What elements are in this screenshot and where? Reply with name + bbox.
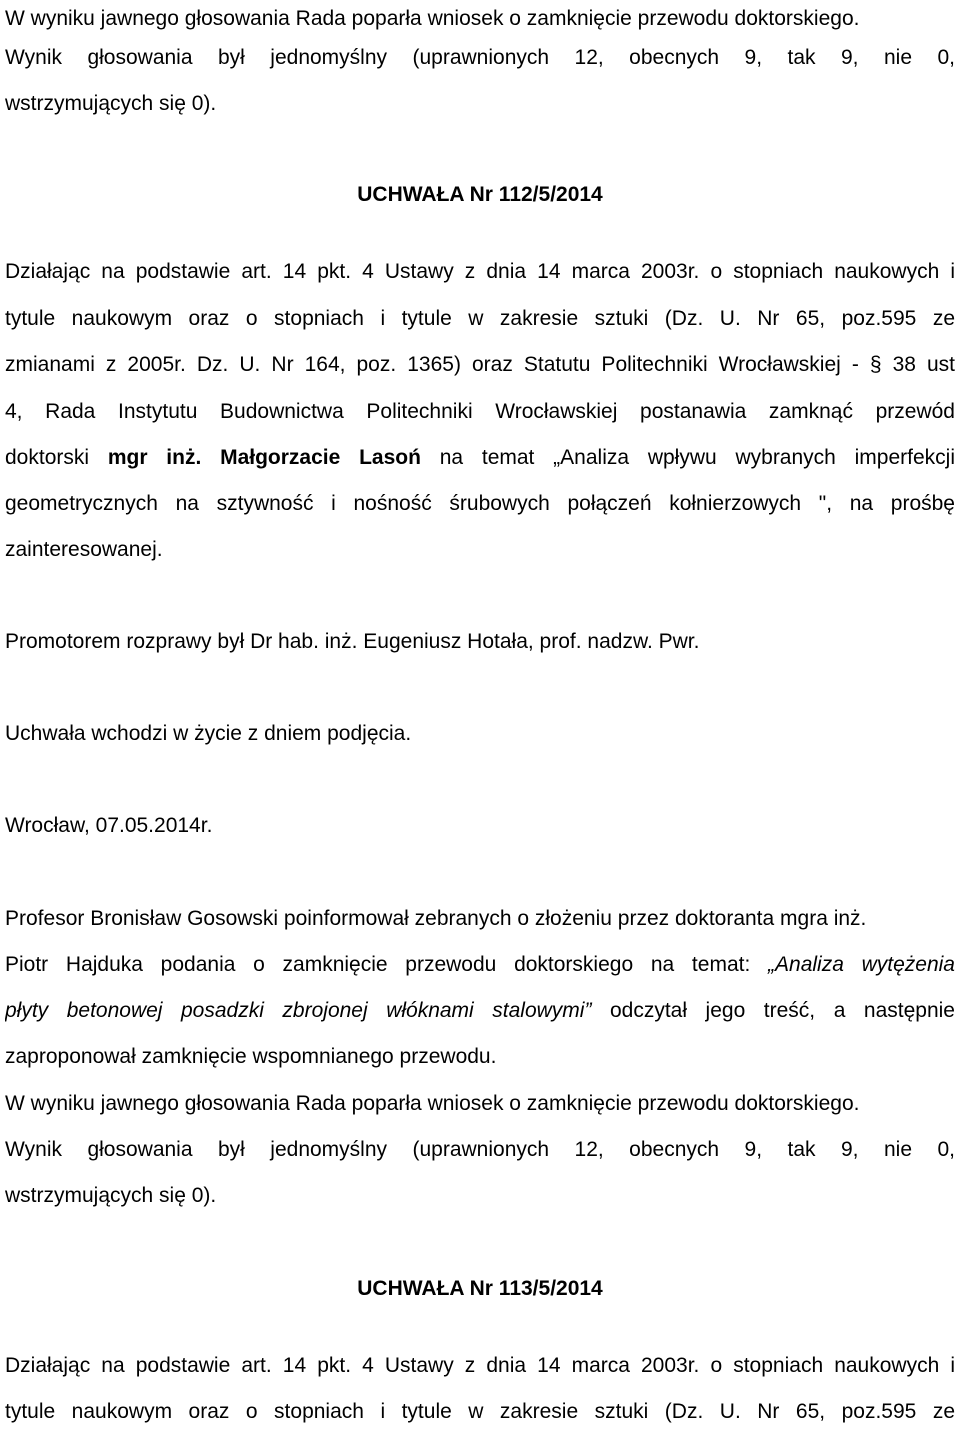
- thesis-title: „Analiza wytężenia: [768, 953, 955, 976]
- text-segment: odczytał jego treść, a następnie: [591, 999, 955, 1022]
- vote-abstain-text: wstrzymujących się 0).: [5, 1184, 217, 1207]
- vote-abstain-text: wstrzymujących się 0).: [5, 92, 217, 115]
- resolution-paragraph-line: tytule naukowym oraz o stopniach i tytule w zakresie sztuki (Dz. U. Nr 65, poz.595 ze: [5, 1400, 955, 1423]
- place-date-text: Wrocław, 07.05.2014r.: [5, 814, 213, 837]
- resolution-paragraph-line: zmianami z 2005r. Dz. U. Nr 164, poz. 1365) oraz Statutu Politechniki Wrocławskiej - § 38 ust: [5, 353, 955, 376]
- vote-result-text: W wyniku jawnego głosowania Rada poparła wniosek o zamknięcie przewodu doktorskiego.: [5, 7, 860, 30]
- effective-date-text: Uchwała wchodzi w życie z dniem podjęcia.: [5, 722, 412, 745]
- text-segment: doktorski: [5, 446, 108, 469]
- resolution-paragraph-line: Działając na podstawie art. 14 pkt. 4 Ustawy z dnia 14 marca 2003r. o stopniach naukowych i: [5, 1354, 955, 1377]
- resolution-paragraph-line: zainteresowanej.: [5, 538, 163, 561]
- vote-result-text: W wyniku jawnego głosowania Rada poparła wniosek o zamknięcie przewodu doktorskiego.: [5, 1092, 860, 1115]
- resolution-paragraph-line: 4, Rada Instytutu Budownictwa Politechniki Wrocławskiej postanawia zamknąć przewód: [5, 400, 955, 423]
- vote-details-text: Wynik głosowania był jednomyślny (uprawnionych 12, obecnych 9, tak 9, nie 0,: [5, 1138, 955, 1161]
- paragraph-line: [5, 942, 955, 988]
- candidate-name: mgr inż. Małgorzacie Lasoń: [107, 446, 421, 469]
- text-segment: na temat „Analiza wpływu wybranych imperfekcji: [420, 446, 955, 469]
- paragraph-line: Profesor Bronisław Gosowski poinformował zebranych o złożeniu przez doktoranta mgra inż.: [5, 907, 867, 930]
- thesis-title: płyty betonowej posadzki zbrojonej włóknami stalowymi”: [5, 999, 592, 1022]
- resolution-paragraph-line: tytule naukowym oraz o stopniach i tytule w zakresie sztuki (Dz. U. Nr 65, poz.595 ze: [5, 307, 955, 330]
- resolution-title: UCHWAŁA Nr 112/5/2014: [357, 183, 603, 206]
- text-segment: Piotr Hajduka podania o zamknięcie przewodu doktorskiego na temat:: [5, 953, 769, 976]
- resolution-title: UCHWAŁA Nr 113/5/2014: [357, 1277, 603, 1300]
- paragraph-line: zaproponował zamknięcie wspomnianego przewodu.: [5, 1045, 497, 1068]
- promoter-text: Promotorem rozprawy był Dr hab. inż. Eugeniusz Hotała, prof. nadzw. Pwr.: [5, 630, 700, 653]
- resolution-paragraph-line: Działając na podstawie art. 14 pkt. 4 Ustawy z dnia 14 marca 2003r. o stopniach naukowych i: [5, 260, 955, 283]
- resolution-paragraph-line: geometrycznych na sztywność i nośność śrubowych połączeń kołnierzowych ", na prośbę: [5, 492, 955, 515]
- vote-details-text: Wynik głosowania był jednomyślny (uprawnionych 12, obecnych 9, tak 9, nie 0,: [5, 46, 955, 69]
- paragraph-line: [5, 988, 955, 1034]
- resolution-paragraph-line: [5, 435, 955, 481]
